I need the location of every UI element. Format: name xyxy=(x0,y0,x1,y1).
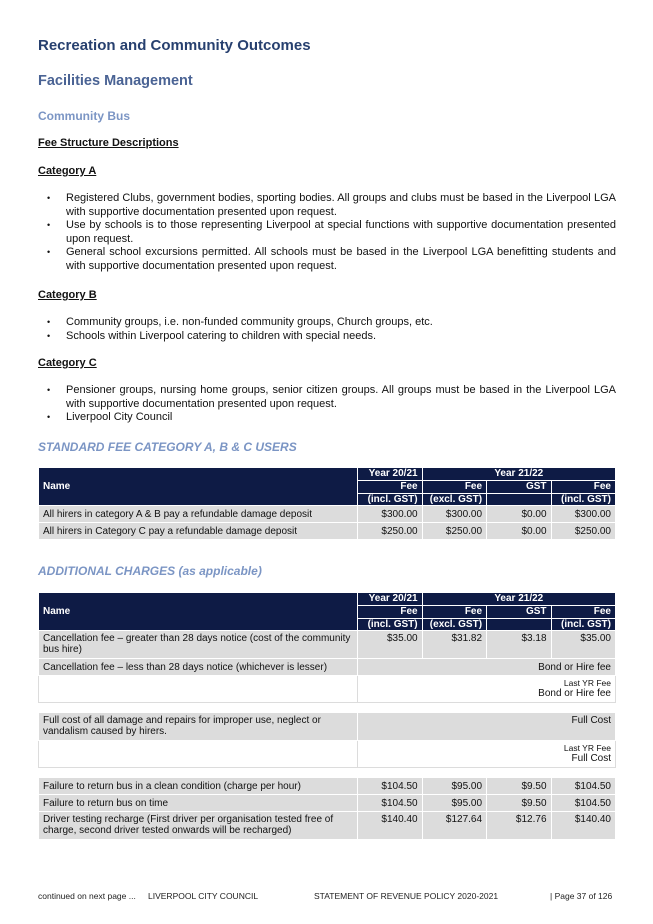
fee-gst: $0.00 xyxy=(487,506,551,523)
spacer-row xyxy=(39,768,616,778)
category-c-title: Category C xyxy=(38,357,97,369)
fee-prev: $300.00 xyxy=(358,506,422,523)
row-name: Failure to return bus on time xyxy=(39,795,358,812)
list-item: • Schools within Liverpool catering to children with special needs. xyxy=(38,330,616,344)
subsection-title: Community Bus xyxy=(38,109,131,123)
column-header-incl-gst: (incl. GST) xyxy=(551,493,615,506)
fee-incl-gst: $250.00 xyxy=(551,523,615,540)
row-name: Full cost of all damage and repairs for improper use, neglect or vandalism caused by hirers. xyxy=(39,713,358,741)
last-year-value: Full Cost xyxy=(571,752,611,764)
additional-charges-table xyxy=(38,592,616,840)
row-name-blank xyxy=(39,741,358,768)
table-row xyxy=(39,631,616,659)
fee-incl-gst: $104.50 xyxy=(551,778,615,795)
fee-gst: $12.76 xyxy=(487,812,551,840)
standard-fee-title: STANDARD FEE CATEGORY A, B & C USERS xyxy=(38,440,297,454)
fee-excl-gst: $31.82 xyxy=(422,631,486,659)
section-title: Facilities Management xyxy=(38,73,193,89)
fee-gst: $9.50 xyxy=(487,795,551,812)
column-header-incl-gst: (incl. GST) xyxy=(551,618,615,631)
row-name: All hirers in category A & B pay a refundable damage deposit xyxy=(39,506,358,523)
column-header-name: Name xyxy=(39,593,358,631)
column-header-blank xyxy=(487,493,551,506)
footer-statement: STATEMENT OF REVENUE POLICY 2020-2021 xyxy=(314,891,499,901)
fee-prev: $104.50 xyxy=(358,778,422,795)
fee-value: Bond or Hire fee xyxy=(358,659,616,676)
fee-prev: $250.00 xyxy=(358,523,422,540)
column-header-incl-gst: (incl. GST) xyxy=(358,493,422,506)
table-row xyxy=(39,795,616,812)
column-header-year-curr: Year 21/22 xyxy=(422,593,615,606)
category-c-list xyxy=(38,384,616,425)
standard-fee-table xyxy=(38,467,616,540)
list-item: • Registered Clubs, government bodies, sporting bodies. All groups and clubs must be based in the Liverpool LGA with supportive documentation presented upon request. xyxy=(38,192,616,219)
fee-structure-title: Fee Structure Descriptions xyxy=(38,137,179,149)
column-header-excl-gst: (excl. GST) xyxy=(422,618,486,631)
column-header-year-prev: Year 20/21 xyxy=(358,593,422,606)
fee-gst: $0.00 xyxy=(487,523,551,540)
last-year-label: Last YR Fee xyxy=(563,743,611,753)
fee-prev: $35.00 xyxy=(358,631,422,659)
fee-incl-gst: $140.40 xyxy=(551,812,615,840)
fee-gst: $9.50 xyxy=(487,778,551,795)
page-title: Recreation and Community Outcomes xyxy=(38,37,311,54)
category-b-title: Category B xyxy=(38,289,97,301)
fee-prev: $104.50 xyxy=(358,795,422,812)
fee-prev: $140.40 xyxy=(358,812,422,840)
last-year-fee xyxy=(358,676,616,703)
fee-value: Full Cost xyxy=(358,713,616,741)
footer-council: LIVERPOOL CITY COUNCIL xyxy=(148,891,259,901)
list-item: • Liverpool City Council xyxy=(38,411,616,425)
row-name-blank xyxy=(39,676,358,703)
list-item: • Community groups, i.e. non-funded community groups, Church groups, etc. xyxy=(38,316,616,330)
category-b-list xyxy=(38,316,616,343)
column-header-gst: GST xyxy=(487,606,551,619)
table-row xyxy=(39,741,616,768)
row-name: Cancellation fee – greater than 28 days notice (cost of the community bus hire) xyxy=(39,631,358,659)
footer-page-number: | Page 37 of 126 xyxy=(550,891,613,901)
fee-gst: $3.18 xyxy=(487,631,551,659)
table-row xyxy=(39,676,616,703)
column-header-year-curr: Year 21/22 xyxy=(422,468,615,481)
column-header-fee: Fee xyxy=(422,481,486,494)
additional-charges-title: ADDITIONAL CHARGES (as applicable) xyxy=(38,564,262,578)
row-name: Cancellation fee – less than 28 days notice (whichever is lesser) xyxy=(39,659,358,676)
fee-excl-gst: $95.00 xyxy=(422,795,486,812)
column-header-blank xyxy=(487,618,551,631)
column-header-fee: Fee xyxy=(358,481,422,494)
fee-excl-gst: $127.64 xyxy=(422,812,486,840)
column-header-fee: Fee xyxy=(551,481,615,494)
last-year-label: Last YR Fee xyxy=(563,678,611,688)
column-header-excl-gst: (excl. GST) xyxy=(422,493,486,506)
table-row xyxy=(39,506,616,523)
list-item: • Pensioner groups, nursing home groups, senior citizen groups. All groups must be based in the Liverpool LGA with supportive documentation presented upon request. xyxy=(38,384,616,411)
column-header-year-prev: Year 20/21 xyxy=(358,468,422,481)
table-row xyxy=(39,523,616,540)
footer-continued: continued on next page ... xyxy=(38,891,136,901)
column-header-incl-gst: (incl. GST) xyxy=(358,618,422,631)
table-row xyxy=(39,812,616,840)
row-name: All hirers in Category C pay a refundable damage deposit xyxy=(39,523,358,540)
table-row xyxy=(39,659,616,676)
table-row xyxy=(39,778,616,795)
list-item: • Use by schools is to those representing Liverpool at special functions with supportive documentation presented upon request. xyxy=(38,219,616,246)
last-year-fee xyxy=(358,741,616,768)
fee-excl-gst: $300.00 xyxy=(422,506,486,523)
fee-excl-gst: $95.00 xyxy=(422,778,486,795)
spacer-row xyxy=(39,703,616,713)
column-header-name: Name xyxy=(39,468,358,506)
fee-incl-gst: $300.00 xyxy=(551,506,615,523)
fee-excl-gst: $250.00 xyxy=(422,523,486,540)
category-a-list xyxy=(38,192,616,274)
table-row xyxy=(39,713,616,741)
last-year-value: Bond or Hire fee xyxy=(538,687,611,699)
row-name: Driver testing recharge (First driver per organisation tested free of charge, second driver tested onwards will be recharged) xyxy=(39,812,358,840)
fee-incl-gst: $35.00 xyxy=(551,631,615,659)
column-header-gst: GST xyxy=(487,481,551,494)
fee-incl-gst: $104.50 xyxy=(551,795,615,812)
list-item: • General school excursions permitted. All schools must be based in the Liverpool LGA benefitting students and with supportive documentation presented upon request. xyxy=(38,246,616,273)
column-header-fee: Fee xyxy=(358,606,422,619)
column-header-fee: Fee xyxy=(551,606,615,619)
row-name: Failure to return bus in a clean condition (charge per hour) xyxy=(39,778,358,795)
category-a-title: Category A xyxy=(38,165,97,177)
column-header-fee: Fee xyxy=(422,606,486,619)
